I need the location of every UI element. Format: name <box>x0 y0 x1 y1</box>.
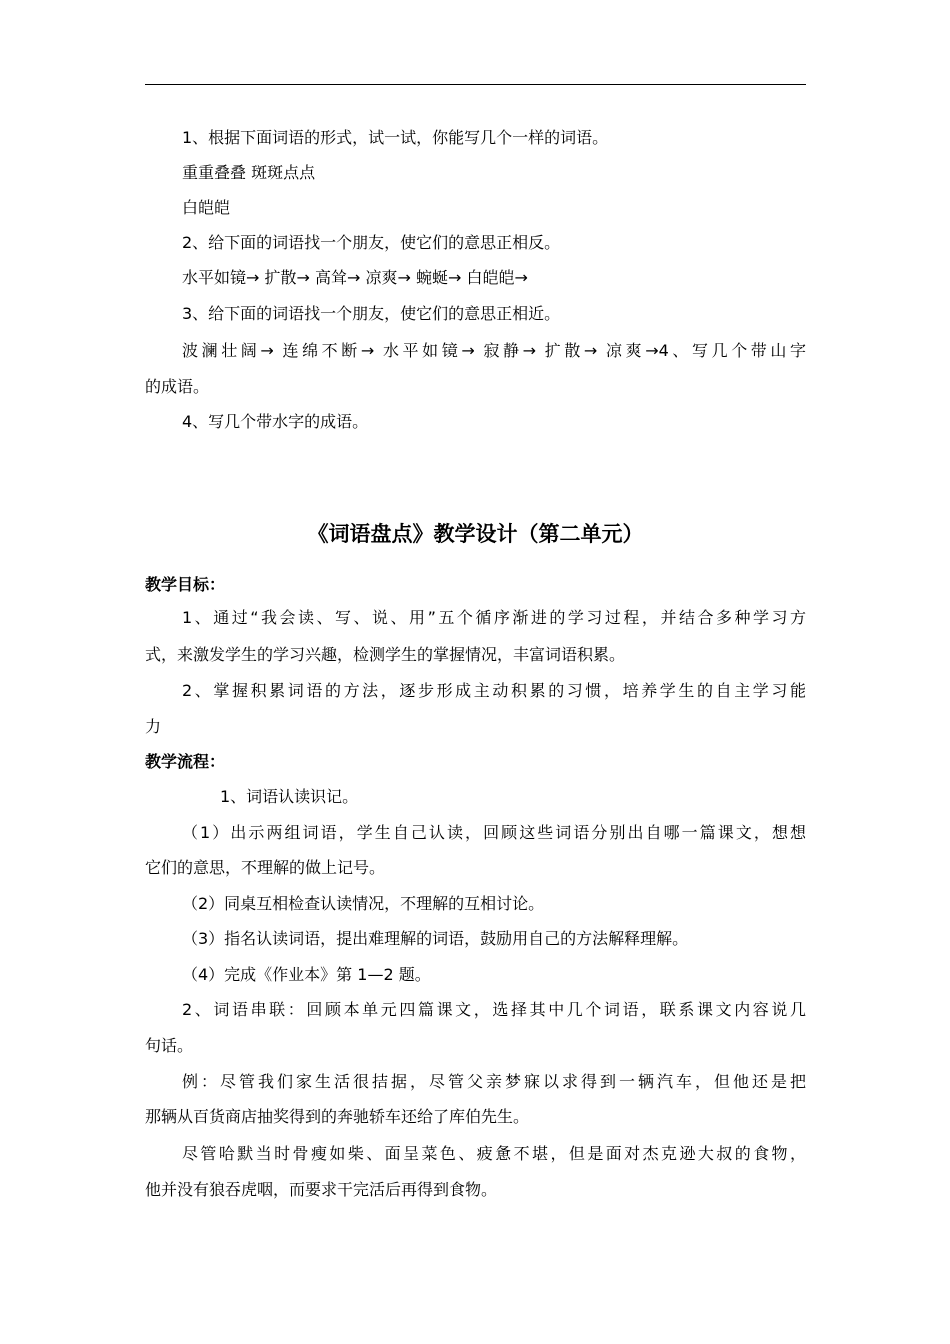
exercise-3: 3、给下面的词语找一个朋友，使它们的意思正相近。 <box>182 304 561 323</box>
exercise-3-words: 波澜壮阔→ 连绵不断→ 水平如镜→ 寂静→ 扩散→ 凉爽→4、写几个带山字 <box>182 341 806 360</box>
goal-1-cont: 式，来激发学生的学习兴趣，检测学生的掌握情况，丰富词语积累。 <box>145 645 626 664</box>
example-1-cont: 那辆从百货商店抽奖得到的奔驰轿车还给了库伯先生。 <box>145 1107 530 1126</box>
exercise-1-example-b: 白皑皑 <box>182 198 231 217</box>
step-1-a-cont: 它们的意思，不理解的做上记号。 <box>145 858 386 877</box>
step-1-b: （2）同桌互相检查认读情况，不理解的互相讨论。 <box>182 894 545 913</box>
exercise-3-words-cont: 的成语。 <box>145 377 210 396</box>
example-2-cont: 他并没有狼吞虎咽，而要求干完活后再得到食物。 <box>145 1180 498 1199</box>
goal-1: 1、通过“我会读、写、说、用”五个循序渐进的学习过程，并结合多种学习方 <box>182 608 806 627</box>
goals-heading: 教学目标： <box>145 575 226 594</box>
goal-2: 2、掌握积累词语的方法，逐步形成主动积累的习惯，培养学生的自主学习能 <box>182 681 806 700</box>
exercise-1-example-a: 重重叠叠 斑斑点点 <box>182 163 316 182</box>
step-2-cont: 句话。 <box>145 1036 194 1055</box>
exercise-2: 2、给下面的词语找一个朋友，使它们的意思正相反。 <box>182 233 561 252</box>
exercise-1: 1、根据下面词语的形式，试一试，你能写几个一样的词语。 <box>182 128 609 147</box>
flow-heading: 教学流程： <box>145 752 226 771</box>
step-1: 1、词语认读识记。 <box>220 787 359 806</box>
example-1: 例：尽管我们家生活很拮据，尽管父亲梦寐以求得到一辆汽车，但他还是把 <box>182 1072 806 1091</box>
header-rule <box>145 84 806 85</box>
step-1-a: （1）出示两组词语，学生自己认读，回顾这些词语分别出自哪一篇课文，想想 <box>182 823 806 842</box>
lesson-title: 《词语盘点》教学设计（第二单元） <box>307 522 644 546</box>
exercise-4: 4、写几个带水字的成语。 <box>182 412 369 431</box>
step-2: 2、词语串联：回顾本单元四篇课文，选择其中几个词语，联系课文内容说几 <box>182 1000 806 1019</box>
step-1-c: （3）指名认读词语，提出难理解的词语，鼓励用自己的方法解释理解。 <box>182 929 689 948</box>
step-1-d: （4）完成《作业本》第 1—2 题。 <box>182 965 431 984</box>
goal-2-cont: 力 <box>145 717 162 736</box>
exercise-2-words: 水平如镜→ 扩散→ 高耸→ 凉爽→ 蜿蜒→ 白皑皑→ <box>182 268 528 287</box>
example-2: 尽管哈默当时骨瘦如柴、面呈菜色、疲惫不堪，但是面对杰克逊大叔的食物， <box>182 1144 806 1163</box>
